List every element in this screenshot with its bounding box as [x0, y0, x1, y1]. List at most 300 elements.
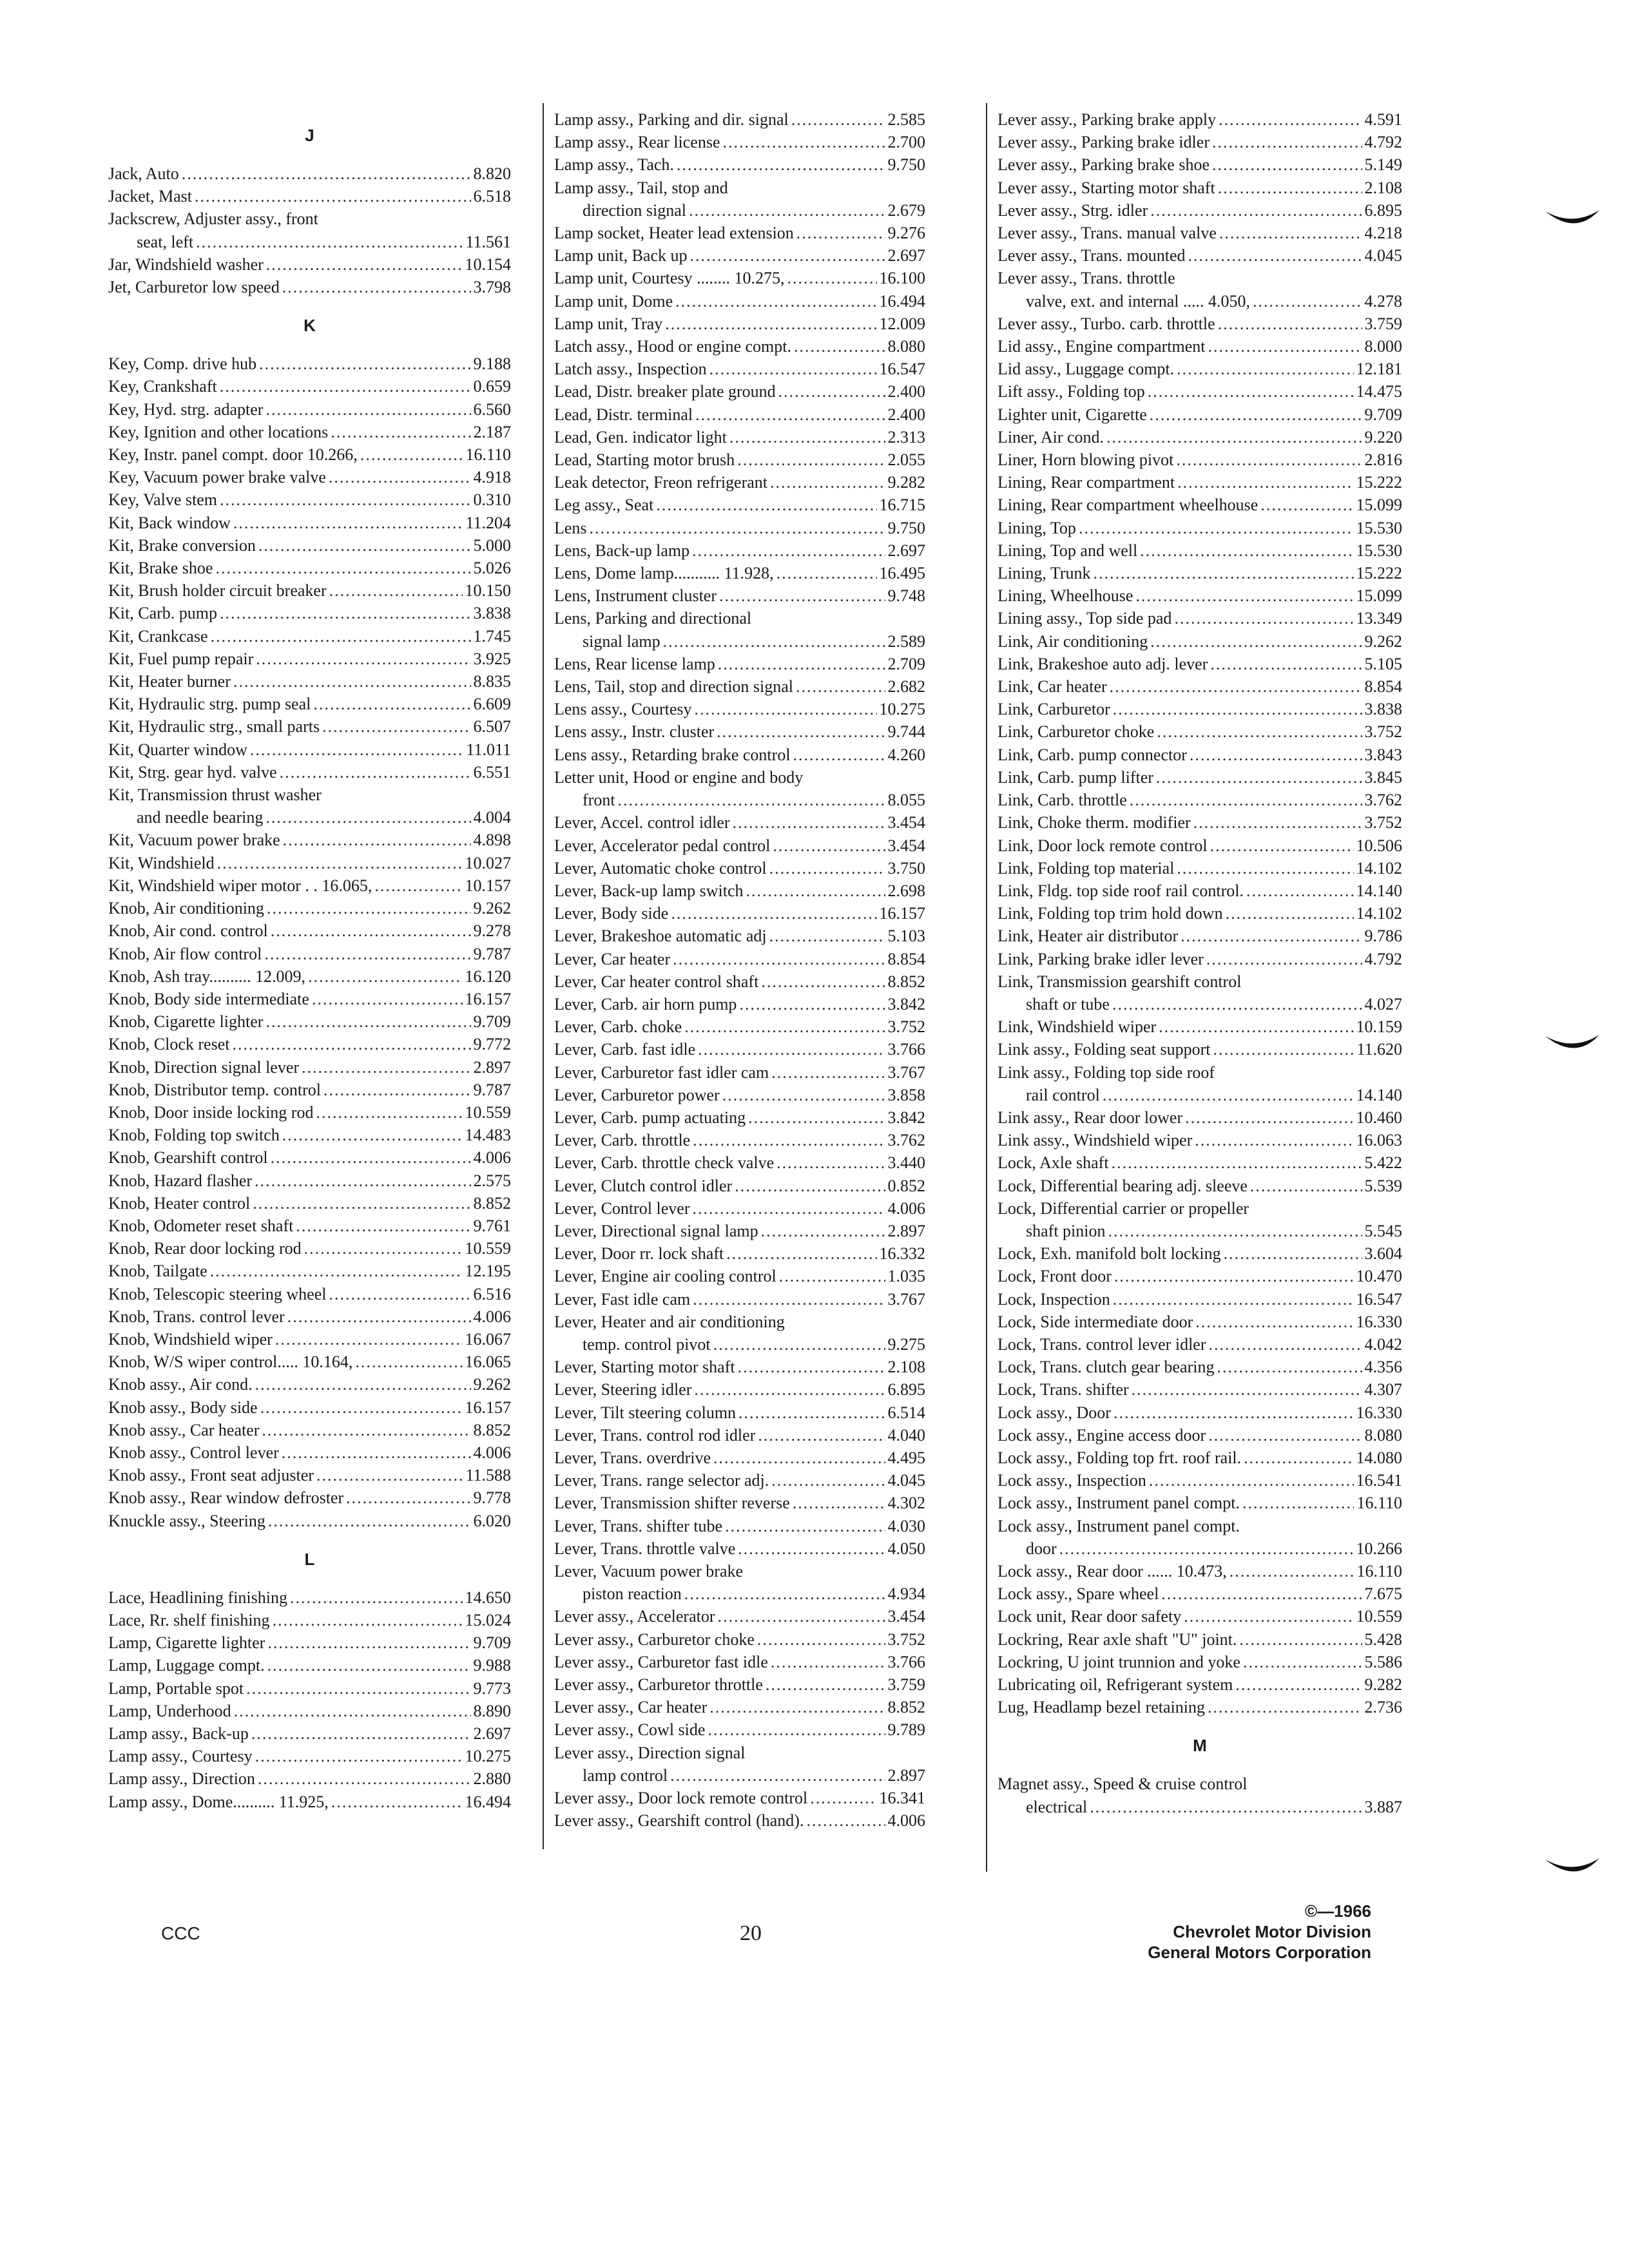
entry-name: Magnet assy., Speed & cruise control — [998, 1774, 1248, 1794]
entry-page-ref: 9.773 — [473, 1678, 511, 1698]
dot-leader — [1239, 1628, 1362, 1651]
entry-page-ref: 9.772 — [473, 1035, 511, 1054]
index-entry — [108, 466, 511, 488]
entry-name: Knob, Folding top switch — [108, 1126, 280, 1145]
entry-page-ref: 9.787 — [473, 1080, 511, 1099]
index-entry — [554, 539, 925, 562]
entry-page-ref: 4.027 — [1364, 994, 1402, 1014]
entry-name: Lighter unit, Cigarette — [998, 405, 1147, 424]
entry-page-ref: 6.518 — [473, 187, 511, 206]
dot-leader — [746, 879, 885, 902]
entry-page-ref: 3.842 — [887, 994, 925, 1014]
entry-name: Lining, Top and well — [998, 541, 1138, 560]
entry-page-ref: 10.559 — [465, 1239, 511, 1258]
entry-page-ref: 3.454 — [887, 836, 925, 855]
entry-name: Lever assy., Carburetor fast idle — [554, 1652, 768, 1671]
entry-name: Lamp unit, Tray — [554, 314, 663, 333]
entry-page-ref: 10.559 — [465, 1102, 511, 1122]
index-entry — [998, 153, 1402, 176]
entry-page-ref: 4.591 — [1364, 110, 1402, 129]
entry-page-ref: 8.852 — [473, 1193, 511, 1213]
entry-name: Knob assy., Car heater — [108, 1420, 260, 1439]
dot-leader — [250, 738, 464, 761]
index-entry — [998, 426, 1402, 448]
dot-leader — [689, 199, 885, 222]
entry-page-ref: 15.099 — [1356, 495, 1402, 515]
entry-page-ref: 3.767 — [887, 1062, 925, 1082]
entry-page-ref: 2.709 — [887, 654, 925, 673]
index-entry — [108, 965, 511, 988]
entry-name: Kit, Back window — [108, 513, 231, 532]
dot-leader — [771, 1469, 885, 1492]
entry-name: Lace, Headlining finishing — [108, 1588, 287, 1607]
entry-page-ref: 8.080 — [1364, 1425, 1402, 1445]
entry-page-ref: 16.110 — [1356, 1494, 1402, 1513]
index-entry — [998, 471, 1402, 494]
dot-leader — [1208, 335, 1362, 358]
index-entry — [998, 607, 1402, 629]
index-entry — [554, 902, 925, 925]
dot-leader — [1059, 1537, 1354, 1560]
dot-leader — [1235, 1673, 1362, 1696]
index-entry — [108, 1101, 511, 1124]
dot-leader — [271, 919, 471, 942]
dot-leader — [323, 1079, 470, 1101]
entry-name: Lock assy., Instrument panel compt. — [998, 1494, 1240, 1513]
index-entry — [108, 1654, 511, 1677]
index-entry — [108, 352, 511, 375]
entry-name: Lock, Exh. manifold bolt locking — [998, 1244, 1221, 1264]
entry-page-ref: 16.547 — [879, 360, 925, 379]
entry-name: Link, Choke therm. modifier — [998, 813, 1191, 832]
dot-leader — [684, 1015, 885, 1038]
index-entry — [554, 857, 925, 879]
entry-name: Lens assy., Instr. cluster — [554, 722, 715, 742]
dot-leader — [265, 806, 470, 829]
index-entry — [998, 403, 1402, 426]
entry-name: Lens, Instrument cluster — [554, 586, 717, 606]
entry-continuation — [108, 231, 511, 253]
dot-leader — [1161, 1582, 1362, 1605]
dot-leader — [331, 421, 470, 443]
dot-leader — [1110, 675, 1362, 698]
entry-page-ref: 4.918 — [473, 468, 511, 487]
dot-leader — [663, 630, 885, 653]
entry-continuation — [108, 806, 511, 829]
dot-leader — [1243, 1651, 1362, 1673]
entry-page-ref: 1.745 — [473, 626, 511, 646]
entry-page-ref: 10.559 — [1356, 1607, 1402, 1626]
dot-leader — [1113, 698, 1362, 720]
index-entry — [108, 534, 511, 557]
dot-leader — [1229, 1560, 1354, 1582]
entry-name: Knob, Air flow control — [108, 944, 262, 963]
dot-leader — [268, 1510, 471, 1532]
entry-name: Lock assy., Instrument panel compt. — [998, 1516, 1240, 1535]
entry-name: Link, Air conditioning — [998, 631, 1148, 651]
index-entry — [554, 1492, 925, 1514]
entry-page-ref: 16.494 — [465, 1792, 511, 1811]
entry-page-ref: 9.282 — [887, 473, 925, 492]
entry-name: Lever assy., Turbo. carb. throttle — [998, 314, 1215, 333]
entry-name: Knob, Clock reset — [108, 1035, 230, 1054]
dot-leader — [1130, 789, 1362, 811]
dot-leader — [729, 426, 885, 448]
dot-leader — [757, 1628, 885, 1651]
entry-name: Knob assy., Rear window defroster — [108, 1488, 344, 1508]
index-entry — [998, 1242, 1402, 1265]
index-entry — [998, 494, 1402, 516]
entry-page-ref: 2.679 — [887, 200, 925, 220]
index-entry — [554, 403, 925, 426]
index-entry — [998, 1311, 1402, 1333]
index-entry — [554, 335, 925, 358]
index-entry — [554, 1718, 925, 1741]
index-entry — [998, 1378, 1402, 1401]
entry-page-ref: 2.682 — [887, 677, 925, 697]
index-entry — [998, 1696, 1402, 1718]
index-entry — [108, 1305, 511, 1328]
index-entry — [998, 380, 1402, 403]
entry-page-ref: 9.761 — [473, 1216, 511, 1235]
index-entry — [554, 1515, 925, 1537]
entry-page-ref: 4.045 — [887, 1471, 925, 1490]
binder-mark — [1544, 1032, 1602, 1058]
entry-name: Lever, Tilt steering column — [554, 1403, 737, 1422]
index-entry — [554, 1288, 925, 1311]
index-entry — [554, 1696, 925, 1718]
index-entry — [554, 766, 925, 811]
index-entry — [108, 185, 511, 207]
entry-page-ref: 9.278 — [473, 921, 511, 941]
entry-page-ref: 3.767 — [887, 1289, 925, 1309]
entry-name: Kit, Carb. pump — [108, 604, 217, 623]
column-divider — [986, 103, 987, 1872]
dot-leader — [1224, 1242, 1362, 1265]
entry-name: Lever, Accel. control idler — [554, 813, 730, 832]
section-letter: K — [304, 316, 316, 336]
index-entry — [108, 398, 511, 421]
entry-page-ref: 4.050 — [887, 1539, 925, 1558]
dot-leader — [1159, 1015, 1353, 1038]
index-entry — [108, 443, 511, 466]
index-entry — [998, 131, 1402, 153]
dot-leader — [695, 403, 885, 426]
entry-name: Lining, Rear compartment — [998, 473, 1175, 492]
entry-name: Lock unit, Rear door safety — [998, 1607, 1182, 1626]
entry-page-ref: 3.454 — [887, 813, 925, 832]
entry-name: Knob, Hazard flasher — [108, 1171, 253, 1190]
index-entry — [554, 562, 925, 584]
index-entry — [998, 1469, 1402, 1492]
entry-page-ref: 2.697 — [473, 1724, 511, 1743]
index-column-1 — [108, 108, 511, 1813]
entry-page-ref: 4.040 — [887, 1425, 925, 1445]
dot-leader — [739, 993, 885, 1015]
dot-leader — [766, 1673, 885, 1696]
index-entry — [554, 1605, 925, 1628]
entry-name: Lamp, Portable spot — [108, 1678, 244, 1698]
index-entry — [998, 1175, 1402, 1197]
entry-page-ref: 6.514 — [887, 1403, 925, 1422]
dot-leader — [255, 1169, 470, 1192]
index-entry — [554, 1446, 925, 1469]
entry-page-ref: 5.105 — [1364, 654, 1402, 673]
index-entry — [998, 744, 1402, 766]
entry-page-ref: 8.835 — [473, 672, 511, 691]
dot-leader — [761, 970, 885, 993]
entry-name-continued: direction signal — [583, 200, 687, 220]
entry-name-continued: door — [1026, 1539, 1057, 1558]
entry-page-ref: 15.530 — [1356, 518, 1402, 537]
entry-name: Knob, Door inside locking rod — [108, 1102, 314, 1122]
entry-name: Lamp assy., Dome.......... 11.925, — [108, 1792, 329, 1811]
index-entry — [108, 670, 511, 693]
entry-name: Lamp assy., Tach. — [554, 155, 674, 175]
entry-name-continued: lamp control — [583, 1765, 668, 1785]
entry-name: Lamp assy., Tail, stop and — [554, 178, 728, 197]
entry-name-continued: seat, left — [137, 232, 194, 251]
dot-leader — [262, 1419, 470, 1441]
entry-continuation — [554, 1333, 925, 1356]
entry-name: Lever assy., Strg. idler — [998, 200, 1148, 220]
index-entry — [108, 1745, 511, 1767]
dot-leader — [260, 1396, 463, 1419]
entry-page-ref: 16.332 — [879, 1244, 925, 1264]
index-entry — [108, 512, 511, 534]
entry-page-ref: 2.585 — [887, 110, 925, 129]
index-entry — [108, 988, 511, 1010]
index-entry — [554, 1220, 925, 1242]
index-entry — [554, 1106, 925, 1129]
dot-leader — [1195, 1129, 1353, 1151]
entry-page-ref: 3.762 — [887, 1131, 925, 1150]
entry-page-ref: 6.895 — [887, 1380, 925, 1399]
entry-name: Knob, Distributor temp. control — [108, 1080, 322, 1099]
entry-page-ref: 1.035 — [887, 1267, 925, 1286]
index-entry — [998, 675, 1402, 698]
entry-name: Lock assy., Rear door ...... 10.473, — [998, 1562, 1227, 1581]
entry-page-ref: 8.080 — [887, 337, 925, 356]
entry-page-ref: 16.341 — [879, 1789, 925, 1808]
dot-leader — [1212, 153, 1362, 176]
entry-page-ref: 2.187 — [473, 422, 511, 441]
index-entry — [108, 421, 511, 443]
entry-name: Lens, Dome lamp........... 11.928, — [554, 564, 774, 583]
publisher-line-1: Chevrolet Motor Division — [1173, 1922, 1371, 1941]
dot-leader — [232, 1033, 470, 1055]
entry-page-ref: 4.792 — [1364, 949, 1402, 968]
entry-page-ref: 2.108 — [1364, 178, 1402, 197]
dot-leader — [1150, 630, 1362, 653]
dot-leader — [1090, 1796, 1362, 1818]
entry-name: Knob, Direction signal lever — [108, 1057, 300, 1077]
entry-name: Lever, Control lever — [554, 1198, 690, 1218]
entry-continuation — [554, 630, 925, 653]
dot-leader — [1185, 1106, 1353, 1129]
dot-leader — [718, 653, 885, 675]
dot-leader — [708, 1718, 885, 1741]
entry-name: Lever, Trans. throttle valve — [554, 1539, 736, 1558]
dot-leader — [717, 720, 885, 743]
entry-name: Lever assy., Parking brake apply — [998, 110, 1217, 129]
dot-leader — [776, 562, 877, 584]
entry-name: Lever, Trans. range selector adj. — [554, 1471, 769, 1490]
entry-name: Knob, Body side intermediate — [108, 989, 309, 1008]
dot-leader — [1176, 448, 1362, 471]
entry-page-ref: 10.275 — [879, 700, 925, 719]
index-entry — [554, 993, 925, 1015]
entry-name: Knob, Cigarette lighter — [108, 1012, 264, 1032]
entry-name: Lining, Wheelhouse — [998, 586, 1133, 606]
entry-page-ref: 9.262 — [473, 899, 511, 918]
index-entry — [554, 1742, 925, 1787]
entry-continuation — [998, 1084, 1402, 1106]
entry-name: Lever, Carb. throttle check valve — [554, 1153, 775, 1173]
entry-page-ref: 16.330 — [1356, 1312, 1402, 1331]
entry-name-continued: temp. control pivot — [583, 1334, 711, 1354]
entry-name: Lead, Distr. breaker plate ground — [554, 382, 776, 401]
entry-continuation — [998, 290, 1402, 312]
dot-leader — [769, 857, 885, 879]
dot-leader — [1212, 131, 1362, 153]
entry-page-ref: 0.852 — [887, 1176, 925, 1195]
entry-name: Lever, Car heater control shaft — [554, 972, 759, 991]
index-entry — [998, 448, 1402, 471]
entry-page-ref: 5.539 — [1364, 1176, 1402, 1195]
dot-leader — [331, 1791, 463, 1813]
entry-page-ref: 8.000 — [1364, 337, 1402, 356]
entry-name: Latch assy., Hood or engine compt. — [554, 337, 791, 356]
index-entry — [998, 720, 1402, 743]
dot-leader — [1188, 244, 1362, 267]
dot-leader — [1218, 312, 1362, 335]
entry-continuation — [554, 1582, 925, 1605]
index-entry — [108, 1146, 511, 1169]
entry-page-ref: 10.157 — [465, 876, 511, 895]
dot-leader — [713, 1446, 885, 1469]
entry-page-ref: 15.099 — [1356, 586, 1402, 606]
dot-leader — [1108, 1220, 1362, 1242]
dot-leader — [374, 874, 462, 897]
entry-page-ref: 8.852 — [473, 1420, 511, 1439]
page-number: 20 — [740, 1921, 762, 1945]
index-entry — [998, 766, 1402, 789]
entry-page-ref: 2.897 — [473, 1057, 511, 1077]
index-entry — [554, 879, 925, 902]
footer-code: CCC — [161, 1923, 200, 1943]
entry-page-ref: 3.759 — [887, 1675, 925, 1695]
copyright-line: ©—1966 — [1305, 1901, 1371, 1921]
entry-page-ref: 16.110 — [465, 445, 511, 465]
index-entry — [108, 579, 511, 602]
entry-name: Lock assy., Spare wheel — [998, 1584, 1159, 1604]
entry-name: Lever, Trans. overdrive — [554, 1448, 711, 1467]
entry-name: Lever, Engine air cooling control — [554, 1267, 776, 1286]
entry-page-ref: 9.748 — [887, 586, 925, 606]
index-entry — [108, 1767, 511, 1790]
dot-leader — [346, 1486, 470, 1509]
entry-page-ref: 2.055 — [887, 450, 925, 470]
entry-name: Kit, Hydraulic strg. pump seal — [108, 695, 311, 714]
index-entry — [108, 1722, 511, 1745]
index-entry — [108, 1441, 511, 1464]
index-entry — [998, 1446, 1402, 1469]
index-entry — [554, 267, 925, 289]
dot-leader — [302, 1056, 470, 1079]
dot-leader — [1184, 1605, 1353, 1628]
entry-name: Kit, Vacuum power brake — [108, 831, 280, 850]
entry-page-ref: 16.157 — [879, 904, 925, 923]
dot-leader — [265, 1010, 470, 1033]
entry-page-ref: 9.750 — [887, 518, 925, 537]
index-entry — [108, 874, 511, 897]
index-entry — [554, 426, 925, 448]
entry-name: Lever, Fast idle cam — [554, 1289, 691, 1309]
index-entry — [998, 834, 1402, 857]
entry-name: Kit, Brake shoe — [108, 559, 213, 578]
index-entry — [108, 1700, 511, 1722]
entry-page-ref: 2.698 — [887, 881, 925, 900]
entry-continuation — [554, 199, 925, 222]
dot-leader — [220, 375, 471, 398]
entry-page-ref: 3.454 — [887, 1607, 925, 1626]
dot-leader — [1253, 290, 1362, 312]
entry-name: Lug, Headlamp bezel retaining — [998, 1698, 1205, 1717]
entry-name: Lamp, Luggage compt. — [108, 1656, 265, 1675]
dot-leader — [1150, 403, 1362, 426]
index-entry — [998, 1515, 1402, 1560]
entry-name: Lens, Back-up lamp — [554, 541, 690, 560]
entry-name: Link, Parking brake idler lever — [998, 949, 1204, 968]
dot-leader — [316, 1101, 462, 1124]
index-entry — [554, 744, 925, 766]
entry-name: Link, Heater air distributor — [998, 927, 1179, 946]
dot-leader — [656, 494, 876, 516]
entry-name: Key, Ignition and other locations — [108, 422, 329, 441]
entry-name: Lock assy., Inspection — [998, 1471, 1146, 1490]
publisher-block — [1148, 1901, 1371, 1963]
index-entry — [998, 1015, 1402, 1038]
entry-page-ref: 5.422 — [1364, 1153, 1402, 1173]
entry-name: Lock, Front door — [998, 1267, 1112, 1286]
entry-page-ref: 14.102 — [1356, 904, 1402, 923]
index-entry — [554, 1061, 925, 1084]
entry-page-ref: 9.262 — [1364, 631, 1402, 651]
dot-leader — [266, 253, 463, 276]
entry-name-continued: front — [583, 791, 615, 810]
index-entry — [554, 1560, 925, 1605]
index-entry — [998, 358, 1402, 380]
dot-leader — [271, 1146, 471, 1169]
entry-page-ref: 5.149 — [1364, 155, 1402, 175]
index-entry — [554, 1673, 925, 1696]
index-entry — [108, 648, 511, 670]
dot-leader — [290, 1586, 463, 1609]
entry-name: Lever, Back-up lamp switch — [554, 881, 744, 900]
entry-page-ref: 4.006 — [473, 1148, 511, 1168]
entry-continuation — [998, 1796, 1402, 1818]
entry-page-ref: 10.154 — [465, 255, 511, 274]
entry-name: Knob, W/S wiper control..... 10.164, — [108, 1352, 353, 1372]
entry-name: Link, Car heater — [998, 677, 1107, 697]
entry-page-ref: 3.762 — [1364, 791, 1402, 810]
entry-page-ref: 5.000 — [473, 535, 511, 555]
dot-leader — [234, 1700, 471, 1722]
entry-name: Lever, Car heater — [554, 949, 671, 968]
entry-page-ref: 2.697 — [887, 541, 925, 560]
dot-leader — [255, 1745, 463, 1767]
